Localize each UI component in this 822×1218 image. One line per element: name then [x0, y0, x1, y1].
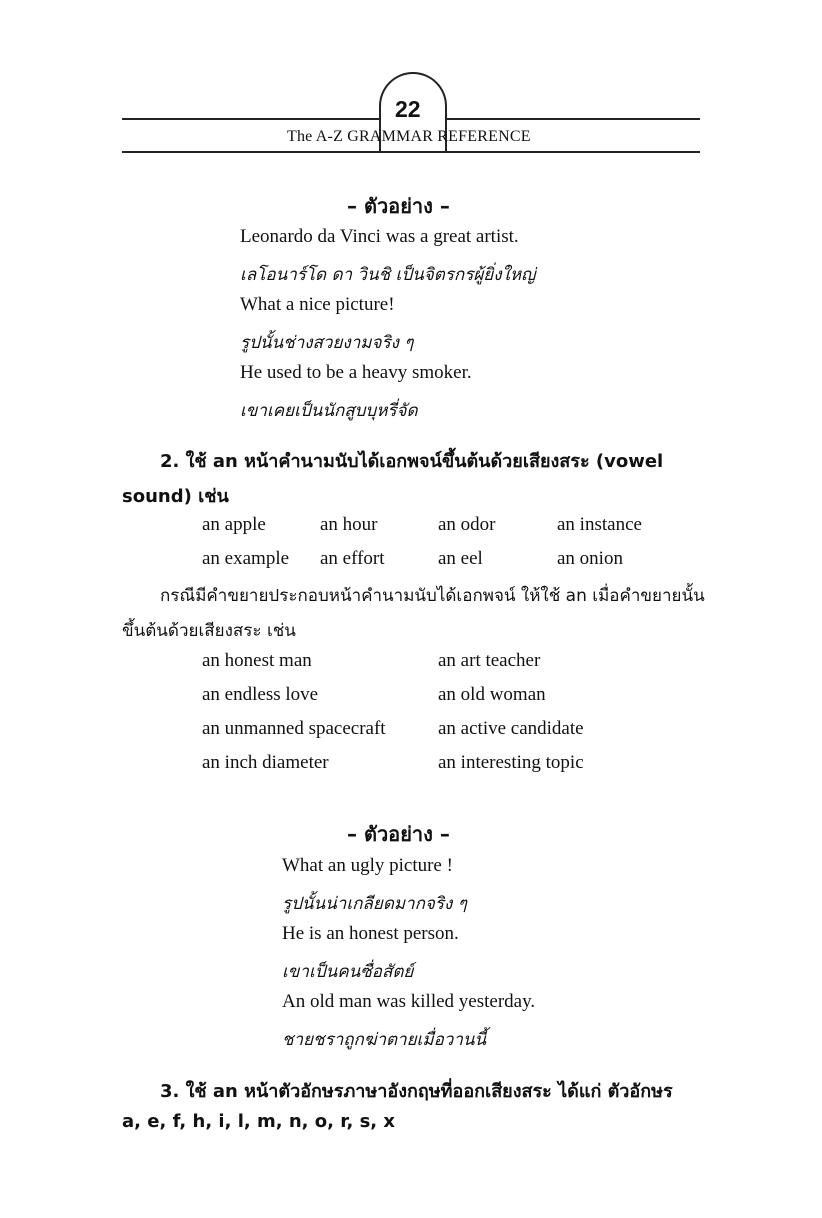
example-2-en-3: An old man was killed yesterday.: [282, 991, 536, 1012]
rule-3-letters: a, e, f, h, i, l, m, n, o, r, s, x: [122, 1111, 395, 1132]
rule-2-line-1: 2. ใช้ an หน้าคำนามนับได้เอกพจน์ขึ้นต้นด้วยเสียงสระ (vowel: [160, 451, 664, 472]
phrase-old-woman: an old woman: [438, 684, 546, 705]
example-heading-1: – ตัวอย่าง –: [347, 194, 450, 218]
header-bottom-rule: [122, 151, 700, 153]
example-heading-2: – ตัวอย่าง –: [347, 822, 450, 846]
phrase-inch-diameter: an inch diameter: [202, 752, 329, 773]
example-2-th-2: เขาเป็นคนซื่อสัตย์: [282, 962, 414, 982]
phrase-art-teacher: an art teacher: [438, 650, 541, 671]
rule-2-note-line-1: กรณีมีคำขยายประกอบหน้าคำนามนับได้เอกพจน์ ให้ใช้ an เมื่อคำขยายนั้น: [160, 586, 705, 606]
phrase-honest-man: an honest man: [202, 650, 312, 671]
rule-3-line-1: 3. ใช้ an หน้าตัวอักษรภาษาอังกฤษที่ออกเสียงสระ ได้แก่ ตัวอักษร: [160, 1081, 673, 1102]
example-2-en-2: He is an honest person.: [282, 923, 459, 944]
example-2-en-1: What an ugly picture !: [282, 855, 453, 876]
phrase-active-candidate: an active candidate: [438, 718, 584, 739]
word-hour: an hour: [320, 514, 378, 535]
example-1-th-2: รูปนั้นช่างสวยงามจริง ๆ: [240, 333, 414, 353]
word-example: an example: [202, 548, 290, 569]
word-effort: an effort: [320, 548, 385, 569]
page-number: 22: [395, 96, 421, 122]
example-1-en-1: Leonardo da Vinci was a great artist.: [240, 226, 519, 247]
example-2-th-1: รูปนั้นน่าเกลียดมากจริง ๆ: [282, 894, 467, 914]
word-eel: an eel: [438, 548, 483, 569]
phrase-unmanned-spacecraft: an unmanned spacecraft: [202, 718, 386, 739]
phrase-interesting-topic: an interesting topic: [438, 752, 584, 773]
example-1-en-3: He used to be a heavy smoker.: [240, 362, 472, 383]
example-1-th-3: เขาเคยเป็นนักสูบบุหรี่จัด: [240, 401, 418, 421]
running-title: The A-Z GRAMMAR REFERENCE: [287, 128, 531, 145]
phrase-endless-love: an endless love: [202, 684, 319, 705]
example-2-th-3: ชายชราถูกฆ่าตายเมื่อวานนี้: [282, 1030, 487, 1050]
word-apple: an apple: [202, 514, 266, 535]
rule-2-line-2: sound) เช่น: [122, 486, 229, 507]
word-onion: an onion: [557, 548, 623, 569]
rule-2-note-line-2: ขึ้นต้นด้วยเสียงสระ เช่น: [122, 621, 296, 641]
example-1-en-2: What a nice picture!: [240, 294, 395, 315]
example-1-th-1: เลโอนาร์โด ดา วินชิ เป็นจิตรกรผู้ยิ่งใหญ่: [240, 265, 536, 285]
word-instance: an instance: [557, 514, 642, 535]
word-odor: an odor: [438, 514, 496, 535]
